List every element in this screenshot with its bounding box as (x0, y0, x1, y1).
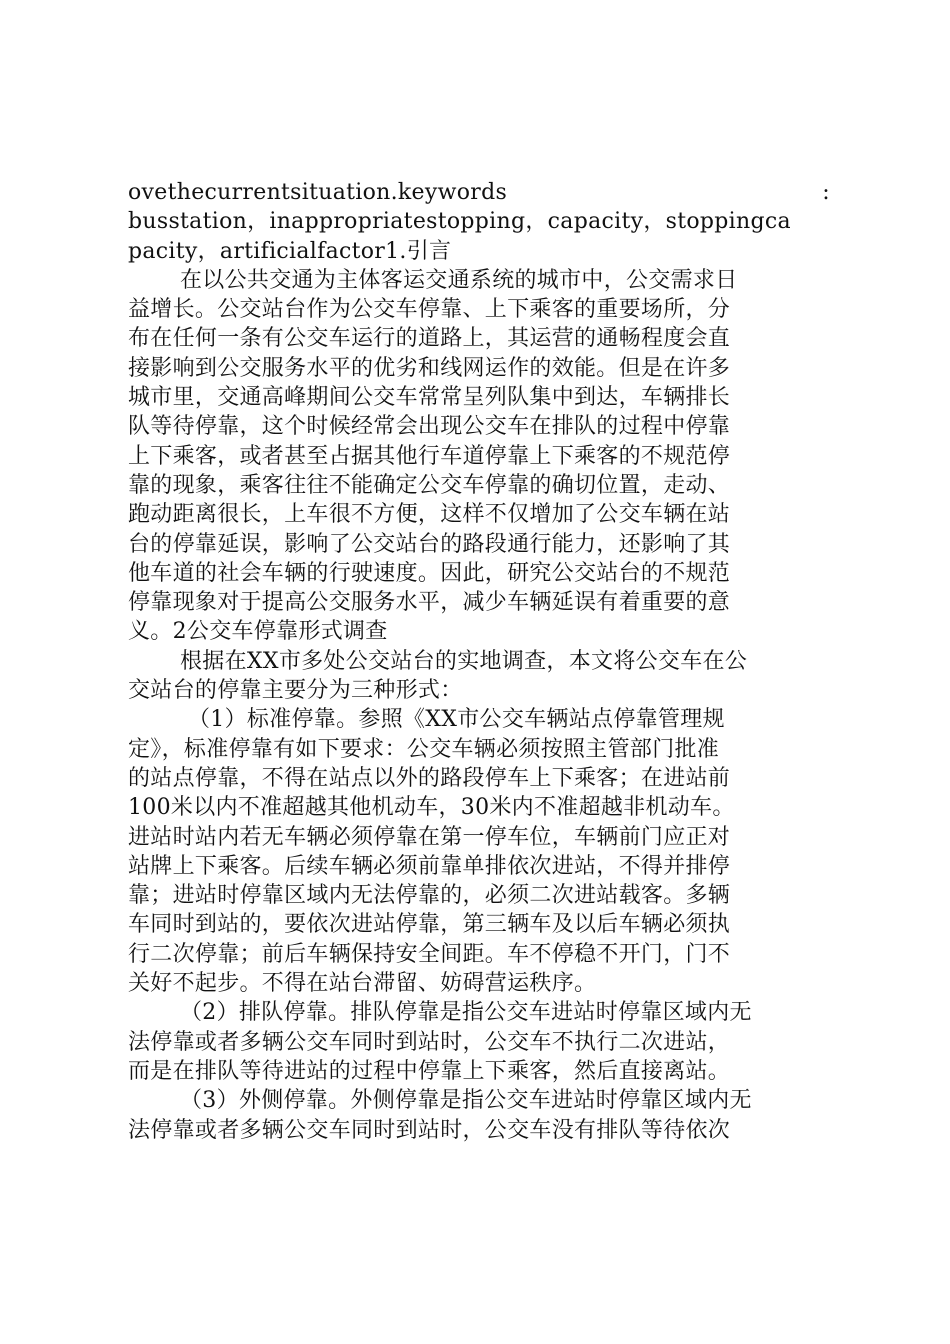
paragraph-first-line: （2）排队停靠。排队停靠是指公交车进站时停靠区域内无 (180, 1000, 752, 1026)
paragraph-first-line: （3）外侧停靠。外侧停靠是指公交车进站时停靠区域内无 (180, 1088, 752, 1114)
text-line: 行二次停靠；前后车辆保持安全间距。车不停稳不开门，门不 (128, 941, 731, 967)
text-line: 法停靠或者多辆公交车同时到站时，公交车不执行二次进站， (128, 1029, 731, 1055)
text-line: 城市里，交通高峰期间公交车常常呈列队集中到达，车辆排长 (128, 385, 731, 411)
text-line: 靠的现象，乘客往往不能确定公交车停靠的确切位置，走动、 (128, 472, 731, 498)
paragraph-first-line: 根据在XX市多处公交站台的实地调查，本文将公交车在公 (180, 648, 748, 674)
text-line: pacity，artificialfactor1.引言 (128, 238, 452, 264)
text-line: 法停靠或者多辆公交车同时到站时，公交车没有排队等待依次 (128, 1117, 731, 1143)
text-line: 队等待停靠，这个时候经常会出现公交车在排队的过程中停靠 (128, 414, 731, 440)
text-line: 交站台的停靠主要分为三种形式： (128, 678, 463, 704)
text-line: 接影响到公交服务水平的优劣和线网运作的效能。但是在许多 (128, 355, 731, 381)
text-line: 台的停靠延误，影响了公交站台的路段通行能力，还影响了其 (128, 531, 731, 557)
text-line: 而是在排队等待进站的过程中停靠上下乘客，然后直接离站。 (128, 1058, 731, 1084)
text-line: 关好不起步。不得在站台滞留、妨碍营运秩序。 (128, 971, 597, 997)
text-line (128, 178, 830, 207)
text-line: 布在任何一条有公交车运行的道路上，其运营的通畅程度会直 (128, 326, 731, 352)
text-line: 跑动距离很长，上车很不方便，这样不仅增加了公交车辆在站 (128, 502, 731, 528)
text-line: 停靠现象对于提高公交服务水平，减少车辆延误有着重要的意 (128, 590, 731, 616)
text-line: busstation，inappropriatestopping，capacity，stoppingca (128, 209, 791, 235)
text-line: 益增长。公交站台作为公交车停靠、上下乘客的重要场所，分 (128, 297, 731, 323)
text-line: 义。2公交车停靠形式调查 (128, 619, 388, 645)
text-line: 进站时站内若无车辆必须停靠在第一停车位，车辆前门应正对 (128, 824, 731, 850)
text-line: 定》，标准停靠有如下要求：公交车辆必须按照主管部门批准 (128, 736, 720, 762)
text-line: 上下乘客，或者甚至占据其他行车道停靠上下乘客的不规范停 (128, 443, 731, 469)
text-line-right: : (822, 180, 830, 205)
text-line: 100米以内不准超越其他机动车，30米内不准超越非机动车。 (128, 795, 735, 821)
body-text (128, 178, 830, 1145)
text-line: 的站点停靠，不得在站点以外的路段停车上下乘客；在进站前 (128, 765, 731, 791)
text-line: 车同时到站的，要依次进站停靠，第三辆车及以后车辆必须执 (128, 912, 731, 938)
text-line: 他车道的社会车辆的行驶速度。因此，研究公交站台的不规范 (128, 560, 731, 586)
paragraph-first-line: （1）标准停靠。参照《XX市公交车辆站点停靠管理规 (188, 707, 725, 733)
paragraph-first-line: 在以公共交通为主体客运交通系统的城市中，公交需求日 (180, 267, 738, 293)
text-line-left: ovethecurrentsituation.keywords (128, 180, 508, 205)
text-line: 站牌上下乘客。后续车辆必须前靠单排依次进站，不得并排停 (128, 853, 731, 879)
text-line: 靠；进站时停靠区域内无法停靠的，必须二次进站载客。多辆 (128, 883, 731, 909)
